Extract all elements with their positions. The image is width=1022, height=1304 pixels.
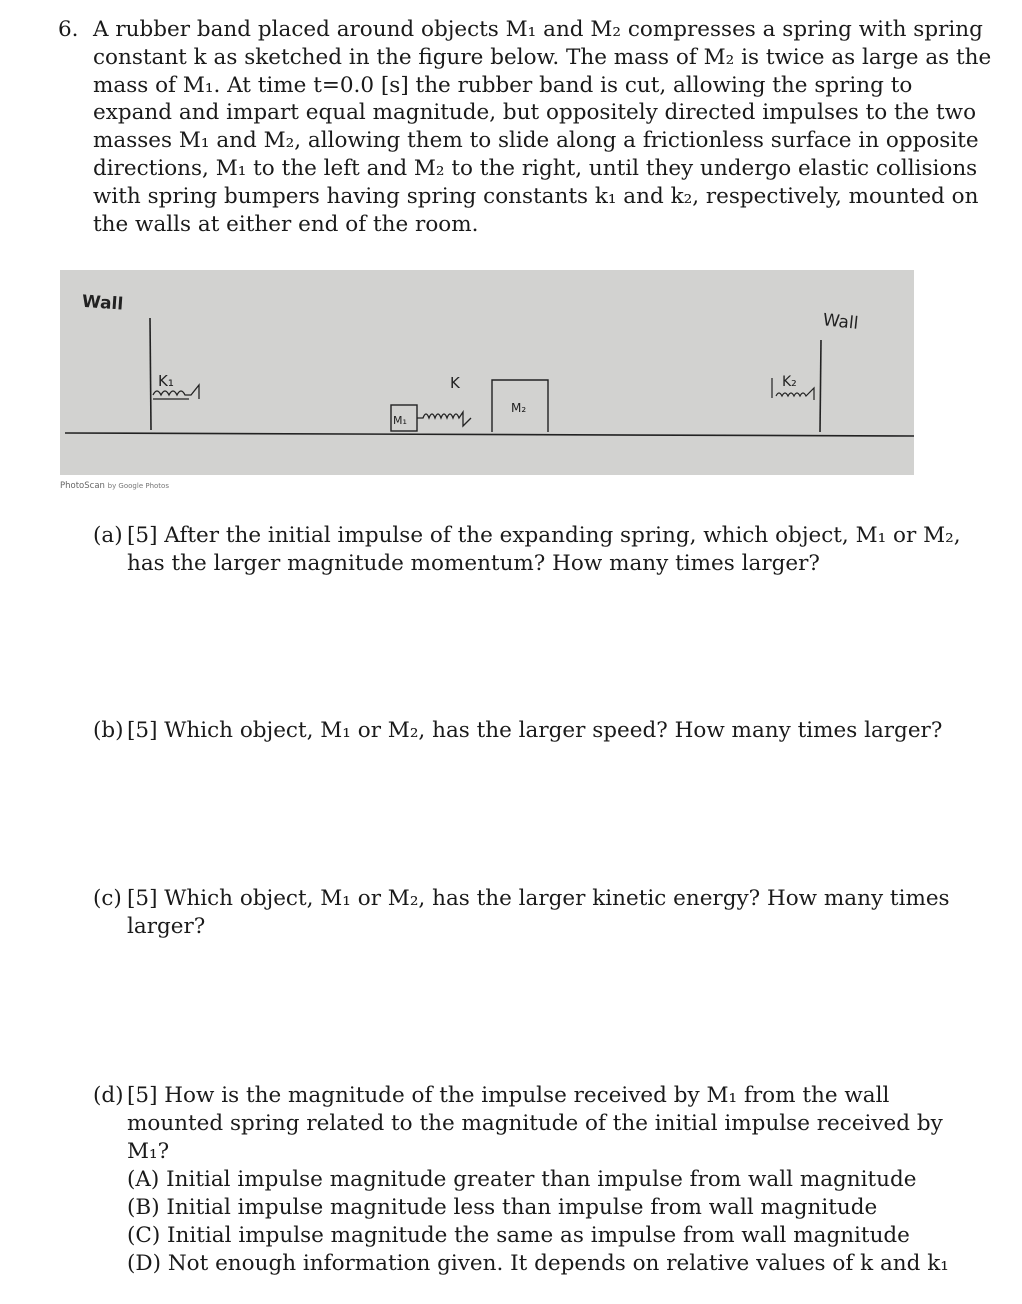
k-label: K: [450, 374, 460, 392]
m1-label: M₁: [393, 414, 407, 427]
question-label: (c): [93, 886, 122, 911]
choice-d: (D) Not enough information given. It depends on relative values of k and k₁: [127, 1251, 949, 1276]
problem-line: directions, M₁ to the left and M₂ to the right, until they undergo elastic collisions: [93, 155, 978, 181]
problem-line: with spring bumpers having spring constants k₁ and k₂, respectively, mounted on: [93, 183, 979, 209]
wall-right-label: Wall: [821, 310, 860, 334]
question-line: [5] How is the magnitude of the impulse received by M₁ from the wall: [127, 1083, 890, 1108]
floor-line: [65, 433, 914, 436]
question-line: [5] After the initial impulse of the expanding spring, which object, M₁ or M₂,: [127, 523, 961, 548]
spring-mass-figure: [60, 270, 914, 475]
photo-credit: [60, 481, 169, 491]
problem-line: constant k as sketched in the figure below. The mass of M₂ is twice as large as the: [93, 44, 992, 70]
choice-a: (A) Initial impulse magnitude greater than impulse from wall magnitude: [127, 1167, 917, 1192]
question-line: mounted spring related to the magnitude of the initial impulse received by: [127, 1111, 943, 1136]
k1-label: K₁: [158, 372, 174, 390]
question-label: (a): [93, 523, 123, 548]
problem-line: expand and impart equal magnitude, but oppositely directed impulses to the two: [93, 100, 977, 126]
problem-line: A rubber band placed around objects M₁ and M₂ compresses a spring with spring: [93, 17, 983, 42]
question-line: [5] Which object, M₁ or M₂, has the larger kinetic energy? How many times: [127, 886, 950, 911]
question-d: [93, 1082, 953, 1278]
choice-c: (C) Initial impulse magnitude the same as impulse from wall magnitude: [127, 1223, 910, 1248]
problem-line: mass of M₁. At time t=0.0 [s] the rubber band is cut, allowing the spring to: [93, 72, 913, 98]
question-a: [93, 522, 961, 578]
question-line: [5] Which object, M₁ or M₂, has the larger speed? How many times larger?: [127, 718, 943, 743]
problem-line: the walls at either end of the room.: [93, 211, 479, 237]
question-label: (d): [93, 1083, 124, 1108]
question-line: larger?: [127, 914, 206, 939]
m2-label: M₂: [511, 401, 527, 415]
question-line: has the larger magnitude momentum? How many times larger?: [127, 551, 820, 576]
choice-b: (B) Initial impulse magnitude less than impulse from wall magnitude: [127, 1195, 878, 1220]
question-c: [93, 885, 953, 941]
problem-statement: [58, 16, 992, 238]
figure-sketch: [60, 270, 914, 475]
left-wall: [150, 318, 151, 430]
credit-app: PhotoScan: [60, 481, 105, 491]
right-wall: [820, 340, 821, 432]
problem-number: 6.: [58, 17, 79, 42]
problem-line: masses M₁ and M₂, allowing them to slide along a frictionless surface in opposite: [93, 128, 979, 154]
k2-label: K₂: [782, 374, 797, 390]
credit-by: by Google Photos: [107, 482, 169, 490]
question-b: [93, 717, 953, 745]
question-label: (b): [93, 718, 124, 743]
spring-k: [417, 412, 471, 426]
question-line: M₁?: [127, 1139, 170, 1164]
wall-left-label: Wall: [81, 291, 124, 315]
